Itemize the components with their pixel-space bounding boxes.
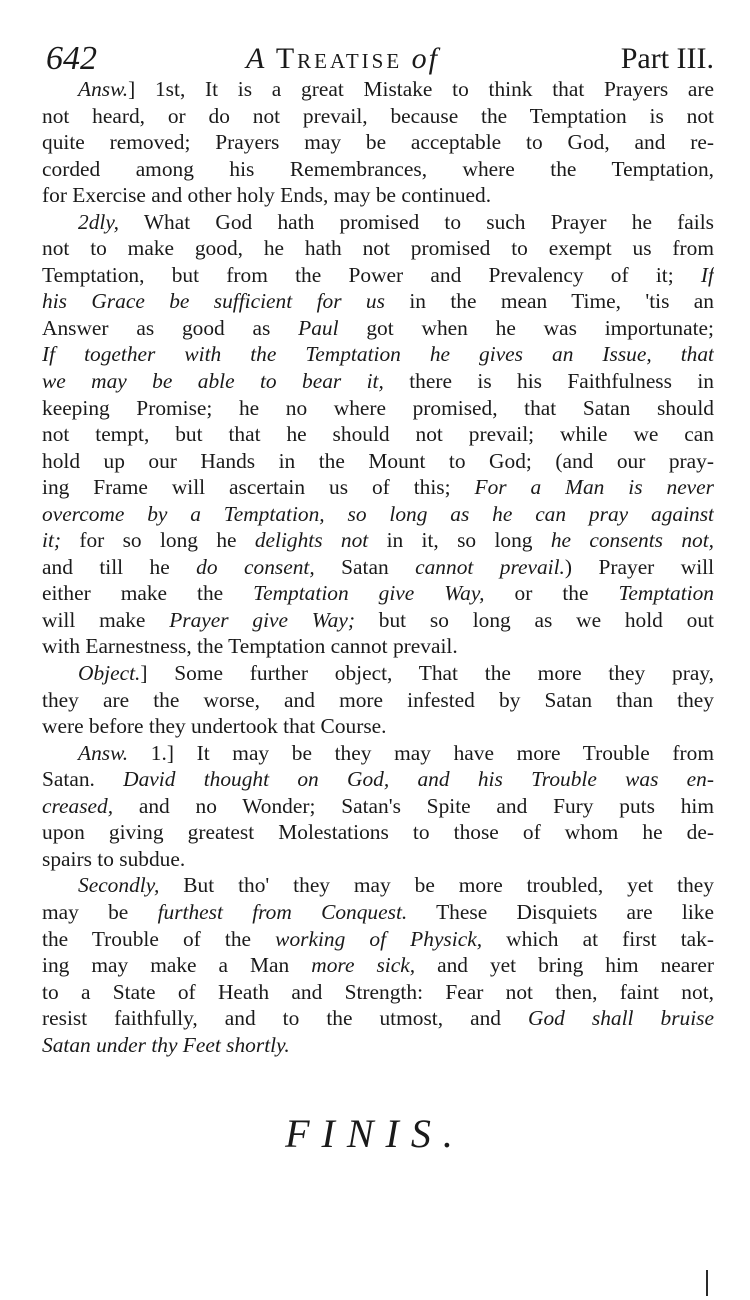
text-segment: 2dly, [78,209,119,234]
text-line [42,474,714,501]
text-segment: his Grace be sufficient for us [42,289,385,314]
text-segment: hold up our Hands in the Mount to God; (and our pray- [42,448,714,473]
text-segment: or the [484,581,619,606]
text-segment: Answ. [78,77,129,101]
text-segment: were before they undertook that Course. [42,714,387,739]
text-line [42,448,714,475]
text-line [42,103,714,130]
text-segment: not to make good, he hath not promised to exempt us from [42,236,714,261]
text-line [42,740,714,767]
text-segment: furthest from Conquest. [157,899,408,924]
text-segment: upon giving greatest Molestations to those of whom he de- [42,820,714,845]
text-line [42,209,714,236]
text-line [42,76,714,103]
finis-label: FINIS. [285,1111,465,1156]
text-segment: What God hath promised to such Prayer he fails [119,209,714,234]
text-segment: in it, so long [368,528,551,553]
text-line [42,607,714,634]
text-segment: creased, [42,793,114,818]
text-line [42,235,714,262]
text-segment: These Disquiets are like [407,899,714,924]
text-line [42,501,714,528]
text-segment: Answ. [78,740,129,765]
text-line [42,315,714,342]
text-segment: But tho' they may be more troubled, yet they [159,873,714,898]
text-line [42,395,714,422]
text-segment: there is his Faithfulness in [383,369,714,394]
text-segment: Prayer give Way; [169,607,355,632]
text-line [42,182,714,209]
text-segment: with Earnestness, the Temptation cannot prevail. [42,634,458,659]
text-segment: they are the worse, and more infested by Satan than they [42,687,714,712]
text-line [42,262,714,289]
margin-mark [706,1270,708,1296]
text-segment: not heard, or do not prevail, because the Temptation is not [42,103,714,128]
text-segment: David thought on God, and his Trouble was en- [123,767,714,792]
text-segment: Temptation give Way, [253,581,485,606]
text-segment: and till he [42,554,197,579]
text-segment: but so long as we hold out [354,607,714,632]
text-segment: Satan. [42,767,124,792]
text-segment: quite removed; Prayers may be acceptable to God, and re- [42,130,714,155]
running-title-of: of [411,42,439,75]
text-segment: Paul [298,315,339,340]
text-line [42,872,714,899]
text-segment: and no Wonder; Satan's Spite and Fury puts him [113,793,714,818]
part-label: Part III. [620,42,714,75]
text-line [42,713,714,740]
text-segment: Secondly, [78,873,160,898]
text-segment: in the mean Time, 'tis an [384,289,714,314]
text-segment: ing may make a Man [42,953,312,978]
text-segment: resist faithfully, and to the utmost, and [42,1006,529,1031]
text-segment: ) Prayer will [564,554,714,579]
text-segment: cannot prevail. [415,554,565,579]
text-segment: for so long he [61,528,255,553]
text-segment: we may be able to bear it, [42,369,384,394]
running-title [246,42,439,76]
text-line [42,554,714,581]
running-head [46,40,714,80]
text-line [42,1032,714,1059]
text-segment: ] 1st, It is a great Mistake to think that Prayers are [128,77,714,101]
text-segment: got when he was importunate; [338,315,714,340]
text-segment: God shall bruise [528,1006,714,1031]
text-segment: may be [42,899,158,924]
text-line [42,926,714,953]
text-segment: spairs to subdue. [42,846,186,871]
text-line [42,819,714,846]
text-segment: If [700,262,714,287]
text-segment: do consent, [196,554,315,579]
text-line [42,687,714,714]
text-segment: not tempt, but that he should not prevail; while we can [42,422,714,447]
text-segment: overcome by a Temptation, so long as he can pray against [42,501,714,526]
text-segment: Object. [78,661,141,686]
text-segment: he consents not, [550,528,714,553]
running-title-article: A [246,42,267,75]
text-segment: the Trouble of the [42,926,276,951]
text-segment: to a State of Heath and Strength: Fear not then, faint not, [42,979,714,1004]
text-line [42,288,714,315]
text-segment: Answer as good as [42,315,299,340]
text-segment: either make the [42,581,254,606]
text-line [42,129,714,156]
text-line [42,421,714,448]
text-line [42,899,714,926]
text-segment: which at first tak- [482,926,714,951]
text-line [42,846,714,873]
text-segment: 1.] It may be they may have more Trouble from [128,740,714,765]
text-segment: delights not [254,528,369,553]
running-title-main: Treatise [275,42,403,75]
body-text [42,76,714,1058]
text-line [42,952,714,979]
text-line [42,633,714,660]
text-segment: corded among his Remembrances, where the Temptation, [42,156,714,181]
text-segment: for Exercise and other holy Ends, may be continued. [42,183,492,208]
text-segment: Temptation, but from the Power and Prevalency of it; [42,262,701,287]
page-number: 642 [46,40,97,77]
text-line [42,527,714,554]
text-line [42,580,714,607]
text-segment: will make [42,607,170,632]
text-line [42,341,714,368]
text-segment: ] Some further object, That the more they pray, [140,661,714,686]
text-segment: it; [42,528,62,553]
text-line [42,793,714,820]
text-segment: For a Man is never [474,475,714,500]
text-line [42,156,714,183]
text-line [42,368,714,395]
text-line [42,979,714,1006]
text-segment: Satan [314,554,416,579]
text-segment: If together with the Temptation he gives an Issue, that [42,342,714,367]
text-segment: working of Physick, [275,926,483,951]
text-segment: keeping Promise; he no where promised, that Satan should [42,395,714,420]
text-segment: Temptation [618,581,714,606]
text-segment: and yet bring him nearer [415,953,714,978]
text-line [42,766,714,793]
text-segment: more sick, [311,953,416,978]
text-line [42,660,714,687]
text-line [42,1005,714,1032]
text-segment: Satan under thy Feet shortly. [42,1032,290,1057]
text-segment: ing Frame will ascertain us of this; [42,475,475,500]
